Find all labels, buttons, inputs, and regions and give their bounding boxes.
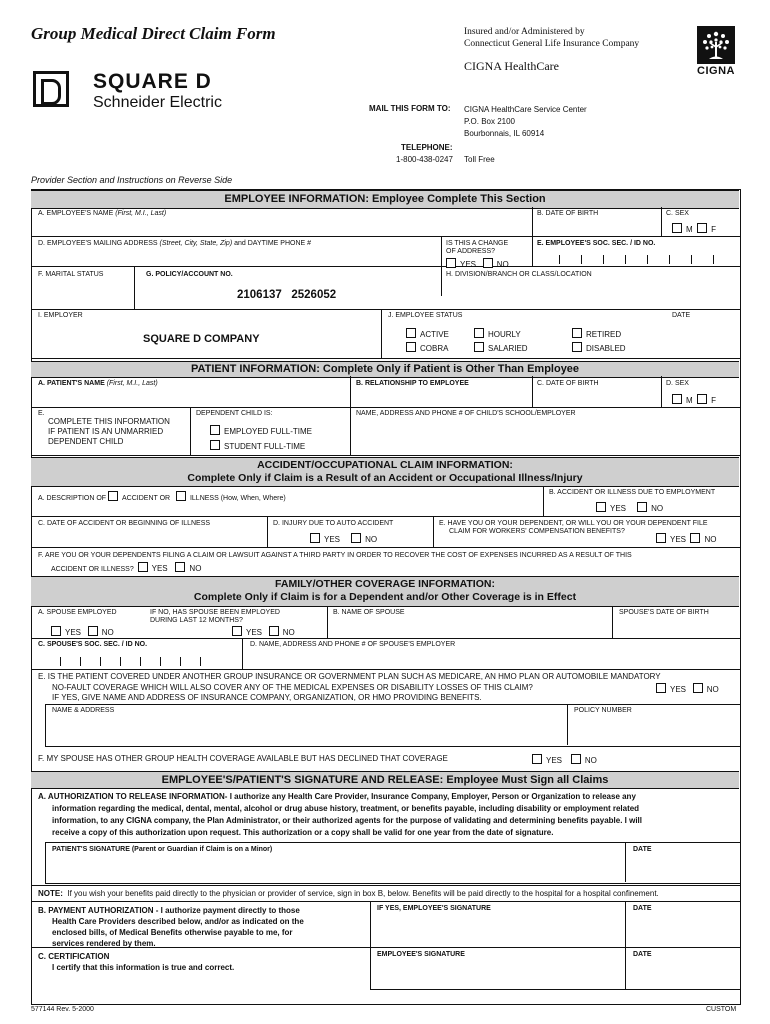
- telephone-note: Toll Free: [464, 155, 495, 164]
- dependent-child-label: DEPENDENT CHILD IS:: [196, 410, 273, 417]
- certification-date-field[interactable]: [633, 962, 733, 986]
- employee-sex-f-checkbox[interactable]: [697, 223, 707, 233]
- mail-line-3: Bourbonnais, IL 60914: [464, 129, 545, 138]
- employee-signature-field[interactable]: [377, 962, 620, 986]
- certification-date-label: DATE: [633, 951, 652, 958]
- spouse-employed-12mo-question: IF NO, HAS SPOUSE BEEN EMPLOYED DURING LAST 12 MONTHS?: [150, 609, 280, 625]
- mail-label: MAIL THIS FORM TO:: [369, 104, 451, 113]
- payment-authorization-text: B. PAYMENT AUTHORIZATION - I authorize payment directly to those Health Care Providers described below, and/or as indicated on the enclosed bills, of Medical Benefits otherwise payable to me, for services rendered by them.: [38, 906, 304, 948]
- employee-dob-field[interactable]: [537, 220, 657, 234]
- authorization-text: A. AUTHORIZATION TO RELEASE INFORMATION- I authorize any Health Care Provider, Insurance Company, Employer, Person or Organization to release any information regarding the medical, dental, mental, alcohol or drug abuse history, treatment, or benefits payable, including disability or employment related information, to any CIGNA company, the Plan Administrator, or their authorized agents for the purpose of validating and determining benefits payable. I will receive a copy of this authorization upon request. This authorization or a copy shall be valid for one year from the date of signature.: [38, 792, 642, 837]
- policy-account-value[interactable]: 2106137 2526052: [237, 289, 337, 301]
- division-label: H. DIVISION/BRANCH OR CLASS/LOCATION: [446, 271, 592, 278]
- third-party-yes-checkbox[interactable]: [138, 562, 148, 572]
- employer-label: I. EMPLOYER: [38, 312, 83, 319]
- description-illness-checkbox[interactable]: [176, 491, 186, 501]
- spouse-declined-options: YES NO: [532, 754, 597, 766]
- signature-section-heading: EMPLOYEE'S/PATIENT'S SIGNATURE AND RELEASE: Employee Must Sign all Claims: [31, 771, 739, 789]
- payment-date-label: DATE: [633, 905, 652, 912]
- student-fulltime-checkbox[interactable]: [210, 440, 220, 450]
- dependent-instructions: COMPLETE THIS INFORMATION IF PATIENT IS AN UNMARRIED DEPENDENT CHILD: [48, 417, 170, 446]
- patient-sex-label: D. SEX: [666, 380, 689, 387]
- spouse-ssn-label: C. SPOUSE'S SOC. SEC. / ID NO.: [38, 641, 148, 648]
- company-logo-line-2: Schneider Electric: [93, 94, 222, 111]
- patient-dob-label: C. DATE OF BIRTH: [537, 380, 599, 387]
- address-change-options: YES NO: [446, 258, 509, 270]
- spouse-12mo-options: YES NO: [232, 626, 295, 638]
- employee-sex-label: C. SEX: [666, 210, 689, 217]
- patient-sex-options: M F: [672, 394, 716, 406]
- telephone-label: TELEPHONE:: [401, 143, 453, 152]
- spouse-dob-label: SPOUSE'S DATE OF BIRTH: [619, 609, 709, 616]
- mail-address: [464, 104, 587, 140]
- spouse-declined-no-checkbox[interactable]: [571, 754, 581, 764]
- employee-ssn-field[interactable]: [537, 252, 737, 264]
- third-party-no-checkbox[interactable]: [175, 562, 185, 572]
- spouse-declined-question: F. MY SPOUSE HAS OTHER GROUP HEALTH COVERAGE AVAILABLE BUT HAS DECLINED THAT COVERAGE: [38, 754, 448, 763]
- employed-fulltime-checkbox[interactable]: [210, 425, 220, 435]
- cigna-wordmark: CIGNA: [697, 65, 735, 77]
- square-d-logo-icon: [33, 71, 69, 107]
- certification-text: C. CERTIFICATION I certify that this information is true and correct.: [38, 952, 235, 972]
- address-change-yes-checkbox[interactable]: [446, 258, 456, 268]
- spouse-employed-no-checkbox[interactable]: [88, 626, 98, 636]
- address-change-no-checkbox[interactable]: [483, 258, 493, 268]
- mail-line-2: P.O. Box 2100: [464, 117, 515, 126]
- description-accident-checkbox[interactable]: [108, 491, 118, 501]
- workers-comp-options: YES NO: [656, 533, 716, 545]
- provider-note: Provider Section and Instructions on Reverse Side: [31, 175, 233, 185]
- insurer-line-1: Insured and/or Administered by: [464, 27, 585, 37]
- employee-sex-m-checkbox[interactable]: [672, 223, 682, 233]
- mail-line-1: CIGNA HealthCare Service Center: [464, 105, 587, 114]
- third-party-question: F. ARE YOU OR YOUR DEPENDENTS FILING A CLAIM OR LAWSUIT AGAINST A THIRD PARTY IN ORDER TO RECOVER THE COST OF EXPENSES INCURRED AS A RESULT OF THIS ACCIDENT OR ILLNESS? YES NO: [38, 552, 632, 573]
- dependent-options: EMPLOYED FULL-TIME STUDENT FULL-TIME: [210, 424, 312, 454]
- spouse-name-label: B. NAME OF SPOUSE: [333, 609, 405, 616]
- other-coverage-options: YES NO: [656, 683, 719, 695]
- status-col-3: RETIRED DISABLED: [572, 328, 626, 356]
- other-coverage-name-address-field[interactable]: [52, 718, 562, 742]
- due-to-employment-label: B. ACCIDENT OR ILLNESS DUE TO EMPLOYMENT: [549, 489, 716, 496]
- family-heading-line-2: Complete Only if Claim is for a Dependent and/or Other Coverage is in Effect: [193, 591, 577, 603]
- employee-name-label: A. EMPLOYEE'S NAME (First, M.I., Last): [38, 210, 167, 217]
- auto-accident-label: D. INJURY DUE TO AUTO ACCIDENT: [273, 520, 394, 527]
- other-coverage-no-checkbox[interactable]: [693, 683, 703, 693]
- accident-date-label: C. DATE OF ACCIDENT OR BEGINNING OF ILLNESS: [38, 520, 211, 527]
- employer-value[interactable]: SQUARE D COMPANY: [143, 333, 260, 345]
- auto-accident-no-checkbox[interactable]: [351, 533, 361, 543]
- due-to-employment-yes-checkbox[interactable]: [596, 502, 606, 512]
- payment-date-field[interactable]: [633, 916, 733, 944]
- auto-accident-options: YES NO: [310, 533, 377, 545]
- employee-section-heading: EMPLOYEE INFORMATION: Employee Complete This Section: [31, 190, 739, 209]
- name-address-label: NAME & ADDRESS: [52, 707, 115, 714]
- due-to-employment-options: YES NO: [596, 502, 663, 514]
- form-title: Group Medical Direct Claim Form: [31, 24, 276, 43]
- policy-number-field[interactable]: [574, 718, 734, 742]
- employee-ssn-label: E. EMPLOYEE'S SOC. SEC. / ID NO.: [537, 240, 656, 247]
- employee-address-label: D. EMPLOYEE'S MAILING ADDRESS (Street, City, State, Zip) and DAYTIME PHONE #: [38, 240, 312, 247]
- other-coverage-question: E. IS THE PATIENT COVERED UNDER ANOTHER GROUP INSURANCE OR GOVERNMENT PLAN SUCH AS MEDICARE, AN HMO PLAN OR AUTOMOBILE MANDATORY NO-FAULT COVERAGE WHICH WILL ALSO COVER ANY OF THE MEDICAL EXPENSES OR DISABILITY LOSSES OF THIS CLAIM? IF YES, GIVE NAME AND ADDRESS OF INSURANCE COMPANY, ORGANIZATION, OR HMO PROVIDING BENEFITS.: [38, 672, 661, 702]
- employee-signature-label: EMPLOYEE'S SIGNATURE: [377, 951, 465, 958]
- employee-status-date-label: DATE: [672, 312, 691, 319]
- patient-signature-date-field[interactable]: [633, 858, 733, 880]
- employee-status-label: J. EMPLOYEE STATUS: [388, 312, 463, 319]
- employee-name-field[interactable]: [38, 220, 528, 234]
- other-coverage-yes-checkbox[interactable]: [656, 683, 666, 693]
- status-cobra-checkbox[interactable]: [406, 342, 416, 352]
- accident-heading-line-1: ACCIDENT/OCCUPATIONAL CLAIM INFORMATION:: [257, 459, 513, 471]
- school-employer-label: NAME, ADDRESS AND PHONE # OF CHILD'S SCHOOL/EMPLOYER: [356, 410, 576, 417]
- status-col-1: ACTIVE COBRA: [406, 328, 449, 356]
- spouse-employed-yes-checkbox[interactable]: [51, 626, 61, 636]
- patient-signature-label: PATIENT'S SIGNATURE (Parent or Guardian if Claim is on a Minor): [52, 846, 273, 853]
- spouse-employed-label: A. SPOUSE EMPLOYED: [38, 609, 117, 616]
- if-yes-signature-label: IF YES, EMPLOYEE'S SIGNATURE: [377, 905, 491, 912]
- insurer-block: [464, 27, 639, 51]
- employee-sex-options: M F: [672, 223, 716, 235]
- status-salaried-checkbox[interactable]: [474, 342, 484, 352]
- spouse-employed-options: YES NO: [51, 626, 114, 638]
- status-active-checkbox[interactable]: [406, 328, 416, 338]
- family-heading-line-1: FAMILY/OTHER COVERAGE INFORMATION:: [275, 578, 495, 590]
- patient-signature-field[interactable]: [52, 858, 620, 880]
- spouse-12mo-yes-checkbox[interactable]: [232, 626, 242, 636]
- patient-sex-f-checkbox[interactable]: [697, 394, 707, 404]
- cigna-tree-icon: [697, 26, 735, 64]
- patient-sex-m-checkbox[interactable]: [672, 394, 682, 404]
- payment-signature-field[interactable]: [377, 916, 620, 944]
- company-logo-line-1: SQUARE D: [93, 70, 212, 93]
- policy-number-label: POLICY NUMBER: [574, 707, 632, 714]
- cigna-logo: [694, 26, 738, 78]
- policy-account-label: G. POLICY/ACCOUNT NO.: [146, 271, 233, 278]
- patient-signature-date-label: DATE: [633, 846, 652, 853]
- note-line: NOTE: If you wish your benefits paid directly to the physician or provider of service, sign in box B, below. Benefits will be paid directly to the hospital for a hospital confinement.: [38, 889, 659, 898]
- accident-heading-line-2: Complete Only if Claim is a Result of an Accident or Occupational Illness/Injury: [187, 472, 583, 484]
- spouse-ssn-field[interactable]: [40, 655, 240, 667]
- patient-section-heading: PATIENT INFORMATION: Complete Only if Patient is Other Than Employee: [31, 361, 739, 378]
- accident-description-label: A. DESCRIPTION OF ACCIDENT OR ILLNESS (How, When, Where): [38, 491, 286, 503]
- status-disabled-checkbox[interactable]: [572, 342, 582, 352]
- workers-comp-no-checkbox[interactable]: [690, 533, 700, 543]
- spouse-12mo-no-checkbox[interactable]: [269, 626, 279, 636]
- telephone-number: 1-800-438-0247: [396, 155, 453, 164]
- spouse-employer-label: D. NAME, ADDRESS AND PHONE # OF SPOUSE'S EMPLOYER: [250, 641, 456, 648]
- status-col-2: HOURLY SALARIED: [474, 328, 528, 356]
- spouse-declined-yes-checkbox[interactable]: [532, 754, 542, 764]
- insurer-line-2: Connecticut General Life Insurance Company: [464, 38, 640, 49]
- form-id: 577144 Rev. 5-2000: [31, 1006, 94, 1013]
- cigna-healthcare-label: CIGNA HealthCare: [464, 59, 559, 73]
- status-hourly-checkbox[interactable]: [474, 328, 484, 338]
- employee-dob-label: B. DATE OF BIRTH: [537, 210, 599, 217]
- address-change-question: IS THIS A CHANGE OF ADDRESS?: [446, 240, 509, 256]
- dependent-e-letter: E.: [38, 410, 45, 417]
- auto-accident-yes-checkbox[interactable]: [310, 533, 320, 543]
- patient-name-label: A. PATIENT'S NAME (First, M.I., Last): [38, 380, 158, 387]
- family-section-heading: [31, 576, 739, 607]
- accident-section-heading: [31, 457, 739, 487]
- employee-address-field[interactable]: [38, 250, 436, 264]
- custom-label: CUSTOM: [706, 1006, 737, 1013]
- relationship-label: B. RELATIONSHIP TO EMPLOYEE: [356, 380, 469, 387]
- status-retired-checkbox[interactable]: [572, 328, 582, 338]
- workers-comp-question: E. HAVE YOU OR YOUR DEPENDENT, OR WILL YOU OR YOUR DEPENDENT FILE CLAIM FOR WORKERS' COMPENSATION BENEFITS?: [439, 520, 708, 536]
- workers-comp-yes-checkbox[interactable]: [656, 533, 666, 543]
- marital-status-label: F. MARITAL STATUS: [38, 271, 104, 278]
- due-to-employment-no-checkbox[interactable]: [637, 502, 647, 512]
